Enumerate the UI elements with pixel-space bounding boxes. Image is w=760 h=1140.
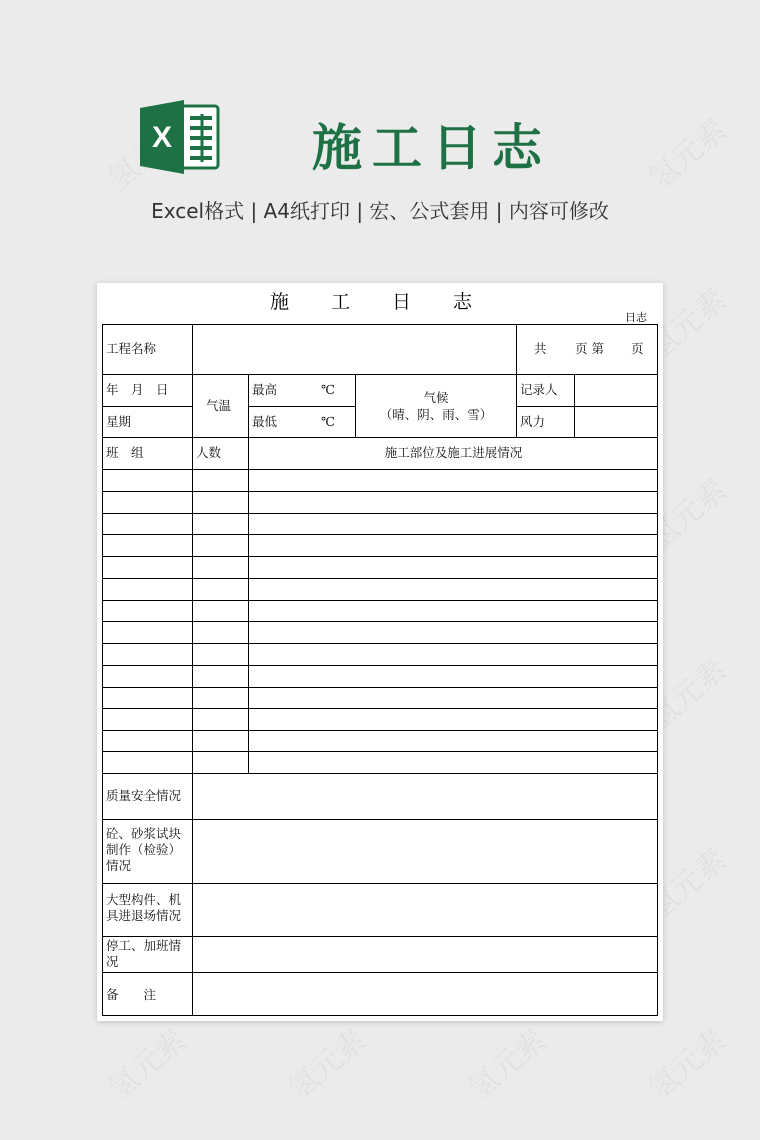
date-label: 年 月 日 [106, 382, 169, 397]
temperature-label: 气温 [206, 398, 232, 413]
project-name-field[interactable] [193, 325, 516, 374]
page-title: 施工日志 [312, 119, 552, 177]
people-column-header: 人数 [196, 445, 222, 460]
log-form [102, 324, 658, 1016]
log-sheet [97, 283, 663, 1021]
doc-label: 日志 [625, 311, 647, 324]
weather-options: （晴、阴、雨、雪） [379, 407, 493, 422]
equipment-label: 大型构件、机具进退场情况 [106, 892, 182, 923]
watermark [276, 1016, 373, 1108]
watermark [96, 1016, 193, 1108]
watermark [636, 1016, 733, 1108]
page-suffix-label: 页 [631, 341, 644, 356]
quality-safety-label: 质量安全情况 [106, 788, 182, 803]
min-temp-label: 最低 [252, 414, 278, 429]
progress-column-header: 施工部位及施工进展情况 [384, 445, 523, 460]
test-block-label: 砼、砂浆试块制作（检验）情况 [106, 826, 182, 873]
team-column-header: 班 组 [106, 445, 144, 460]
wind-label: 风力 [520, 414, 546, 429]
weather-label: 气候 [423, 390, 449, 405]
watermark [636, 106, 733, 198]
weekday-label: 星期 [106, 414, 132, 429]
excel-logo-icon [140, 100, 220, 174]
page-subtitle: Excel格式 | A4纸打印 | 宏、公式套用 | 内容可修改 [151, 199, 609, 223]
project-name-label: 工程名称 [106, 341, 157, 356]
max-temp-label: 最高 [252, 382, 278, 397]
stoppage-label: 停工、加班情况 [106, 938, 182, 969]
max-temp-unit: ℃ [321, 382, 335, 397]
page-current-label: 页 第 [575, 341, 604, 356]
remarks-label: 备 注 [106, 987, 157, 1002]
recorder-label: 记录人 [520, 382, 558, 397]
sheet-title: 施 工 日 志 [269, 291, 491, 313]
watermark [456, 1016, 553, 1108]
page-total-label: 共 [534, 341, 547, 356]
logo-letter: X [151, 121, 173, 154]
min-temp-unit: ℃ [321, 414, 335, 429]
